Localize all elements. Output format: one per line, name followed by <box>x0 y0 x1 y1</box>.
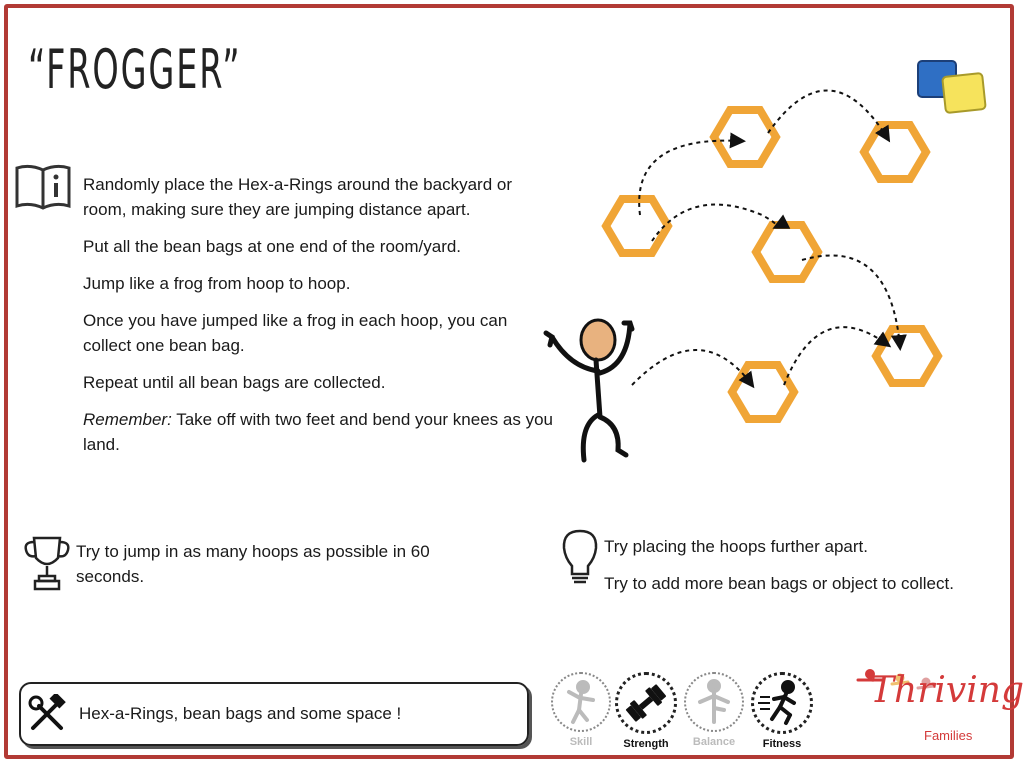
skill-label: Skill <box>569 736 593 748</box>
instruction-3: Jump like a frog from hoop to hoop. <box>83 274 351 293</box>
remember-label: Remember: <box>83 410 172 429</box>
fitness-label: Fitness <box>762 738 802 750</box>
page-title: “FROGGER” <box>28 38 242 101</box>
skill-badge-balance <box>683 672 745 748</box>
instruction-4: Once you have jumped like a frog in each hoop, you can collect one bean bag. <box>83 311 508 355</box>
info-book-icon <box>14 162 72 210</box>
frogger-illustration <box>540 55 1010 475</box>
skill-badge-strength <box>615 672 677 750</box>
runner-icon <box>751 672 813 734</box>
tip-1: Try placing the hoops further apart. <box>604 537 868 556</box>
instruction-6 <box>83 407 553 457</box>
bean-bags-icon <box>918 61 986 113</box>
lightbulb-icon <box>560 528 600 588</box>
tip-2: Try to add more bean bags or object to collect. <box>604 574 954 593</box>
stick-figure <box>546 320 632 460</box>
strength-label: Strength <box>623 738 669 750</box>
instructions <box>83 172 553 469</box>
hex-rings <box>606 110 938 419</box>
dumbbell-icon <box>615 672 677 734</box>
instruction-5: Repeat until all bean bags are collected. <box>83 373 386 392</box>
equipment-box <box>19 682 529 746</box>
trophy-icon <box>22 534 72 592</box>
instruction-1: Randomly place the Hex-a-Rings around the backyard or room, making sure they are jumping distance apart. <box>83 175 513 219</box>
remember-text: Take off with two feet and bend your knees as you land. <box>83 410 553 454</box>
challenge-text: Try to jump in as many hoops as possible in 60 seconds. <box>76 542 430 586</box>
tools-icon <box>27 694 67 734</box>
skill-badge-skill <box>550 672 612 748</box>
equipment-text: Hex-a-Rings, bean bags and some space ! <box>79 704 402 723</box>
balance-label: Balance <box>692 736 736 748</box>
balance-icon <box>684 672 744 732</box>
thriving-families-logo <box>850 668 1024 748</box>
logo-sub: Families <box>924 728 973 743</box>
skill-badge-fitness <box>751 672 813 750</box>
instruction-2: Put all the bean bags at one end of the room/yard. <box>83 237 462 256</box>
tips <box>604 534 964 608</box>
logo-word: Thriving <box>870 670 1024 711</box>
skill-icon <box>551 672 611 732</box>
